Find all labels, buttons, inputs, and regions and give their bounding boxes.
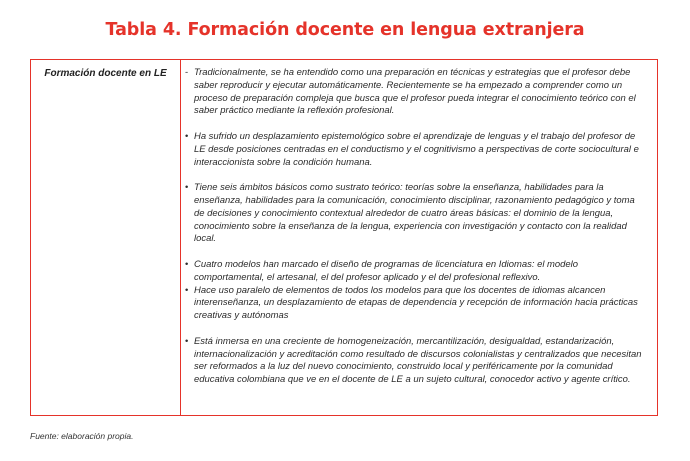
- list-item: [185, 336, 645, 387]
- item-text: Tiene seis ámbitos básicos como sustrato teórico: teorías sobre la enseñanza, habilidades para la enseñanza, habilidades para la comunicación, conocimiento disciplinar, razonamiento pedagógico y toma de decisiones y conocimiento contextual alrededor de cuatro áreas básicas: el dominio de la lengua, conocimiento sobre la enseñanza de la lengua, experiencia con investigación y contacto con la realidad local.: [194, 182, 635, 245]
- bullet-marker: •: [185, 182, 189, 194]
- list-item: [185, 67, 645, 118]
- item-text: Hace uso paralelo de elementos de todos los modelos para que los docentes de idiomas alcancen interenseñanza, un desplazamiento de etapas de dependencia y recepción de información hacia prácticas creativas y autónomas: [194, 284, 638, 322]
- item-text: Tradicionalmente, se ha entendido como una preparación en técnicas y estrategias que el profesor debe saber reproducir y ejecutar automáticamente. Recientemente se ha empezado a comprender como un proceso de preparación compleja que busca que el profesor pueda integrar el conocimiento teórico con el saber práctico mediante la reflexión profesional.: [194, 67, 636, 117]
- item-text: Está inmersa en una creciente de homogeneización, mercantilización, desigualdad, estandarización, internacionalización y acreditación como resultado de discursos colonialistas y centralizados que necesitan ser reformados a la luz del nuevo conocimiento, construido local y periféricamente por la comunidad educativa colombiana que ve en el docente de LE a un sujeto cultural, conocedor activo y agente crítico.: [194, 335, 642, 386]
- bullet-marker: •: [185, 335, 189, 347]
- content-table: [30, 59, 658, 416]
- bullet-marker: •: [185, 284, 189, 296]
- dash-marker: -: [185, 67, 189, 78]
- bullet-marker: •: [185, 258, 189, 270]
- list-item: [185, 182, 645, 246]
- item-text: Ha sufrido un desplazamiento epistemológico sobre el aprendizaje de lenguas y el trabajo del profesor de LE desde posiciones centradas en el conductismo y el cognitivismo a perspectivas de corte sociocultural e interaccionista sobre la condición humana.: [194, 130, 639, 168]
- list-item: [185, 285, 645, 323]
- table-title: Tabla 4. Formación docente en lengua extranjera: [105, 20, 585, 40]
- list-item: [185, 259, 645, 285]
- item-text: Cuatro modelos han marcado el diseño de programas de licenciatura en Idiomas: el modelo comportamental, el artesanal, el del profesor aplicado y el del profesional reflexivo.: [194, 258, 579, 283]
- list-item: [185, 131, 645, 169]
- row-label: Formación docente en LE: [44, 68, 167, 79]
- bullet-marker: •: [185, 130, 189, 142]
- source-note: Fuente: elaboración propia.: [30, 431, 134, 441]
- column-divider: [180, 60, 181, 415]
- row-content: [185, 67, 645, 387]
